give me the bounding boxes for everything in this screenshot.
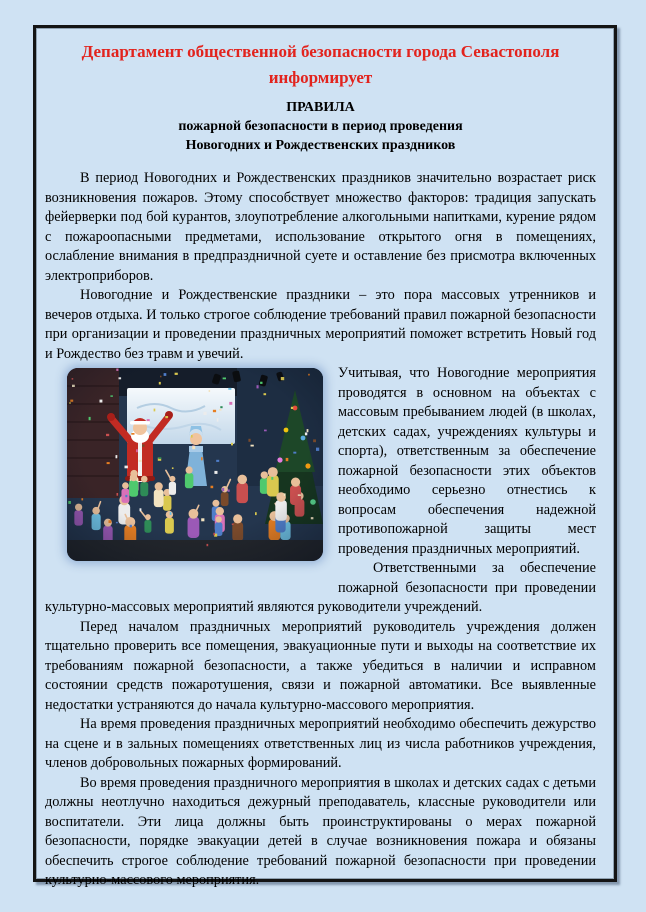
paragraph-venues: Учитывая, что Новогодние мероприятия проводятся в основном на объектах с массовым пребыванием людей (в школах, детских садах, учреждениях культуры и спорта), ответственным за обеспечение пожарной безопасности этих объектов необходимо серьезно отнестись к вопросам обеспечения надежной противопожарной защиты мест проведения праздничных мероприятий. <box>338 365 596 557</box>
photo-vignette <box>67 368 323 561</box>
department-title-line-1: Департамент общественной безопасности города Севастополя <box>81 42 560 61</box>
rules-title <box>45 98 596 155</box>
rules-title-line-2: пожарной безопасности в период проведения <box>178 119 463 134</box>
paragraph-fire-risk: В период Новогодних и Рождественских праздников значительно возрастает риск возникновения пожаров. Этому способствует множество факторов: традиция запускать фейерверки под бой курантов, злоупотребление алкогольными напитками, курение рядом с пожароопасными предметами, использование открытого огня в помещениях, ослабление внимания в предпраздничной суете и оставление без присмотра включенных электроприборов. <box>45 170 596 284</box>
department-title-line-2: информирует <box>268 68 373 87</box>
new-year-celebration-photo <box>67 368 323 561</box>
paragraph-responsible: Ответственными за обеспечение пожарной безопасности при проведении культурно-массовых мероприятий являются руководители учреждений. <box>45 560 596 615</box>
department-title <box>45 39 596 91</box>
photo-illustration <box>67 368 323 561</box>
rules-title-line-3: Новогодних и Рождественских праздников <box>185 138 456 153</box>
document-content <box>37 29 613 888</box>
paragraph-duty: На время проведения праздничных мероприятий необходимо обеспечить дежурство на сцене и в зальных помещениях ответственных лиц из числа работников учреждения, членов добровольных пожарных формирований. <box>45 716 596 771</box>
paragraph-schools: Во время проведения праздничного мероприятия в школах и детских садах с детьми должны неотлучно находиться дежурный преподаватель, классные руководители или воспитатели. Эти лица должны быть проинструктированы о мерах пожарной безопасности, порядке эвакуации детей в случае возникновения пожара и обязаны обеспечить строгое соблюдение требований пожарной безопасности при проведении культурно-массового мероприятия. <box>45 774 596 888</box>
document-border-frame <box>33 25 617 888</box>
rules-title-line-1: ПРАВИЛА <box>286 100 355 115</box>
paragraph-holidays: Новогодние и Рождественские праздники – это пора массовых утренников и вечеров отдыха. И только строгое соблюдение требований правил пожарной безопасности при организации и проведении праздничных мероприятий поможет встретить Новый год и Рождество без травм и увечий. <box>45 287 596 362</box>
paragraph-inspection: Перед началом праздничных мероприятий руководитель учреждения должен тщательно проверить все помещения, эвакуационные пути и выходы на соответствие их требованиям пожарной безопасности, а также убедиться в наличии и исправном состоянии средств пожаротушения, связи и пожарной автоматики. Все выявленные недостатки устраняются до начала культурно-массового мероприятия. <box>45 618 596 713</box>
